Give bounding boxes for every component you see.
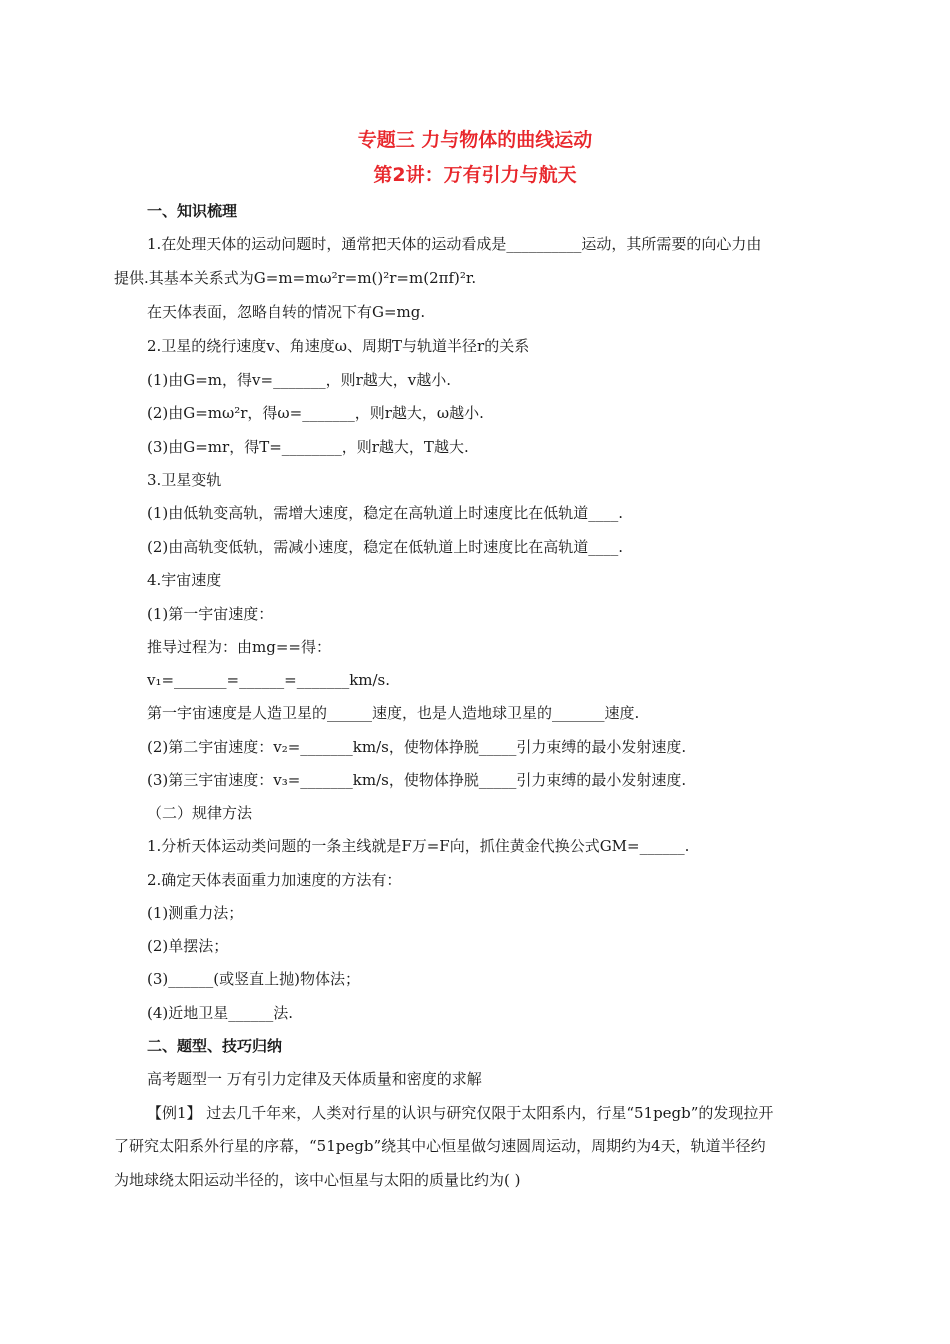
paragraph: 提供.其基本关系式为G=m=mω²r=m()²r=m(2πf)²r.: [114, 269, 477, 287]
example-question: 了研究太阳系外行星的序幕，“51pegb”绕其中心恒星做匀速圆周运动，周期约为4天，轨道半径约: [114, 1137, 766, 1155]
paragraph: 第一宇宙速度是人造卫星的______速度，也是人造地球卫星的_______速度.: [147, 704, 640, 722]
paragraph: 3.卫星变轨: [147, 471, 222, 489]
list-item: (1)由G=m，得v=_______，则r越大，v越小.: [147, 371, 451, 389]
list-item: (2)第二宇宙速度：v₂=_______km/s，使物体挣脱_____引力束缚的最小发射速度.: [147, 738, 687, 756]
page-title: 专题三 力与物体的曲线运动: [357, 129, 593, 151]
list-item: (4)近地卫星______法.: [147, 1004, 294, 1022]
page-subtitle: 第2讲：万有引力与航天: [373, 164, 577, 186]
list-item: (2)单摆法；: [147, 937, 229, 955]
paragraph: 推导过程为：由mg==得：: [147, 638, 331, 656]
paragraph: 在天体表面，忽略自转的情况下有G=mg.: [147, 303, 426, 321]
list-item: (1)第一宇宙速度：: [147, 605, 274, 623]
list-item: (1)由低轨变高轨，需增大速度，稳定在高轨道上时速度比在低轨道____.: [147, 504, 624, 522]
section-heading-question-types: 二、题型、技巧归纳: [147, 1037, 283, 1055]
paragraph: 2.确定天体表面重力加速度的方法有：: [147, 871, 402, 889]
list-item: (2)由G=mω²r，得ω=_______，则r越大，ω越小.: [147, 404, 484, 422]
list-item: (3)第三宇宙速度：v₃=_______km/s，使物体挣脱_____引力束缚的最小发射速度.: [147, 771, 687, 789]
list-item: (2)由高轨变低轨，需减小速度，稳定在低轨道上时速度比在高轨道____.: [147, 538, 624, 556]
example-question: 【例1】 过去几千年来，人类对行星的认识与研究仅限于太阳系内，行星“51pegb”的发现拉开: [147, 1104, 774, 1122]
paragraph: 1.在处理天体的运动问题时，通常把天体的运动看成是__________运动，其所需要的向心力由: [147, 235, 762, 253]
formula-line: v₁=_______=______=_______km/s.: [147, 671, 391, 689]
list-item: (1)测重力法；: [147, 904, 244, 922]
list-item: (3)由G=mr，得T=________，则r越大，T越大.: [147, 438, 469, 456]
section-heading-knowledge: 一、知识梳理: [147, 202, 238, 220]
question-type-heading: 高考题型一 万有引力定律及天体质量和密度的求解: [147, 1070, 482, 1088]
paragraph: 1.分析天体运动类问题的一条主线就是F万=F向，抓住黄金代换公式GM=______.: [147, 837, 690, 855]
subsection-heading: （二）规律方法: [147, 804, 253, 822]
example-question: 为地球绕太阳运动半径的，该中心恒星与太阳的质量比约为( ): [114, 1171, 521, 1189]
paragraph: 4.宇宙速度: [147, 571, 222, 589]
paragraph: 2.卫星的绕行速度v、角速度ω、周期T与轨道半径r的关系: [147, 337, 530, 355]
list-item: (3)______(或竖直上抛)物体法；: [147, 970, 360, 988]
